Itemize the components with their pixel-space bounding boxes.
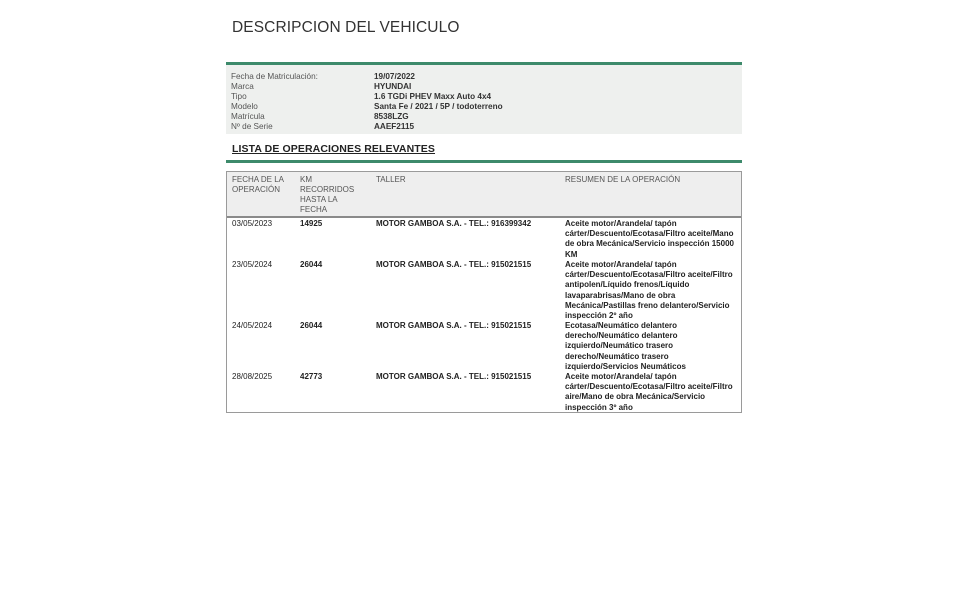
field-label: Tipo <box>231 92 247 101</box>
cell-date: 24/05/2024 <box>232 321 273 330</box>
cell-summary: Aceite motor/Arandela/ tapón cárter/Descuento/Ecotasa/Filtro aceite/Filtro aire/Mano de obra Mecánica/Servicio inspección 3º año <box>565 372 733 412</box>
field-value: AAEF2115 <box>374 122 415 131</box>
field-value: Santa Fe / 2021 / 5P / todoterreno <box>374 102 503 111</box>
cell-shop: MOTOR GAMBOA S.A. - TEL.: 916399342 <box>376 219 532 228</box>
field-label: Matrícula <box>231 112 265 121</box>
cell-date: 03/05/2023 <box>232 219 273 228</box>
cell-summary: Ecotasa/Neumático delantero derecho/Neumático delantero izquierdo/Neumático trasero derecho/Neumático trasero izquierdo/Servicios Neumáticos <box>565 321 686 371</box>
field-value: 8538LZG <box>374 112 409 121</box>
field-value: 19/07/2022 <box>374 72 415 81</box>
header-summary: RESUMEN DE LA OPERACIÓN <box>565 175 681 184</box>
cell-km: 14925 <box>300 219 323 228</box>
operations-table <box>226 171 742 413</box>
cell-km: 26044 <box>300 260 323 269</box>
table-header <box>227 172 741 218</box>
operations-title: LISTA DE OPERACIONES RELEVANTES <box>232 143 436 155</box>
field-value: HYUNDAI <box>374 82 412 91</box>
field-value: 1.6 TGDi PHEV Maxx Auto 4x4 <box>374 92 492 101</box>
field-label: Fecha de Matriculación: <box>231 72 318 81</box>
cell-summary: Aceite motor/Arandela/ tapón cárter/Descuento/Ecotasa/Filtro aceite/Mano de obra Mecánica/Servicio inspección 15000 KM <box>565 219 734 259</box>
field-label: Modelo <box>231 102 258 111</box>
cell-shop: MOTOR GAMBOA S.A. - TEL.: 915021515 <box>376 321 532 330</box>
cell-shop: MOTOR GAMBOA S.A. - TEL.: 915021515 <box>376 260 532 269</box>
cell-km: 42773 <box>300 372 323 381</box>
cell-shop: MOTOR GAMBOA S.A. - TEL.: 915021515 <box>376 372 532 381</box>
vehicle-details-box <box>226 62 742 134</box>
cell-km: 26044 <box>300 321 323 330</box>
cell-date: 28/08/2025 <box>232 372 273 381</box>
cell-summary: Aceite motor/Arandela/ tapón cárter/Descuento/Ecotasa/Filtro aceite/Filtro antipolen/Líquido frenos/Líquido lavaparabrisas/Mano de obra Mecánica/Pastillas freno delantero/Servicio inspección 2º año <box>565 260 733 321</box>
header-shop: TALLER <box>376 175 406 184</box>
field-label: Nº de Serie <box>231 122 273 131</box>
header-km: KM RECORRIDOS HASTA LA FECHA <box>300 175 355 214</box>
cell-date: 23/05/2024 <box>232 260 273 269</box>
page-title: DESCRIPCION DEL VEHICULO <box>232 19 460 36</box>
header-date: FECHA DE LA OPERACIÓN <box>232 175 284 194</box>
divider <box>226 160 742 163</box>
field-label: Marca <box>231 82 254 91</box>
